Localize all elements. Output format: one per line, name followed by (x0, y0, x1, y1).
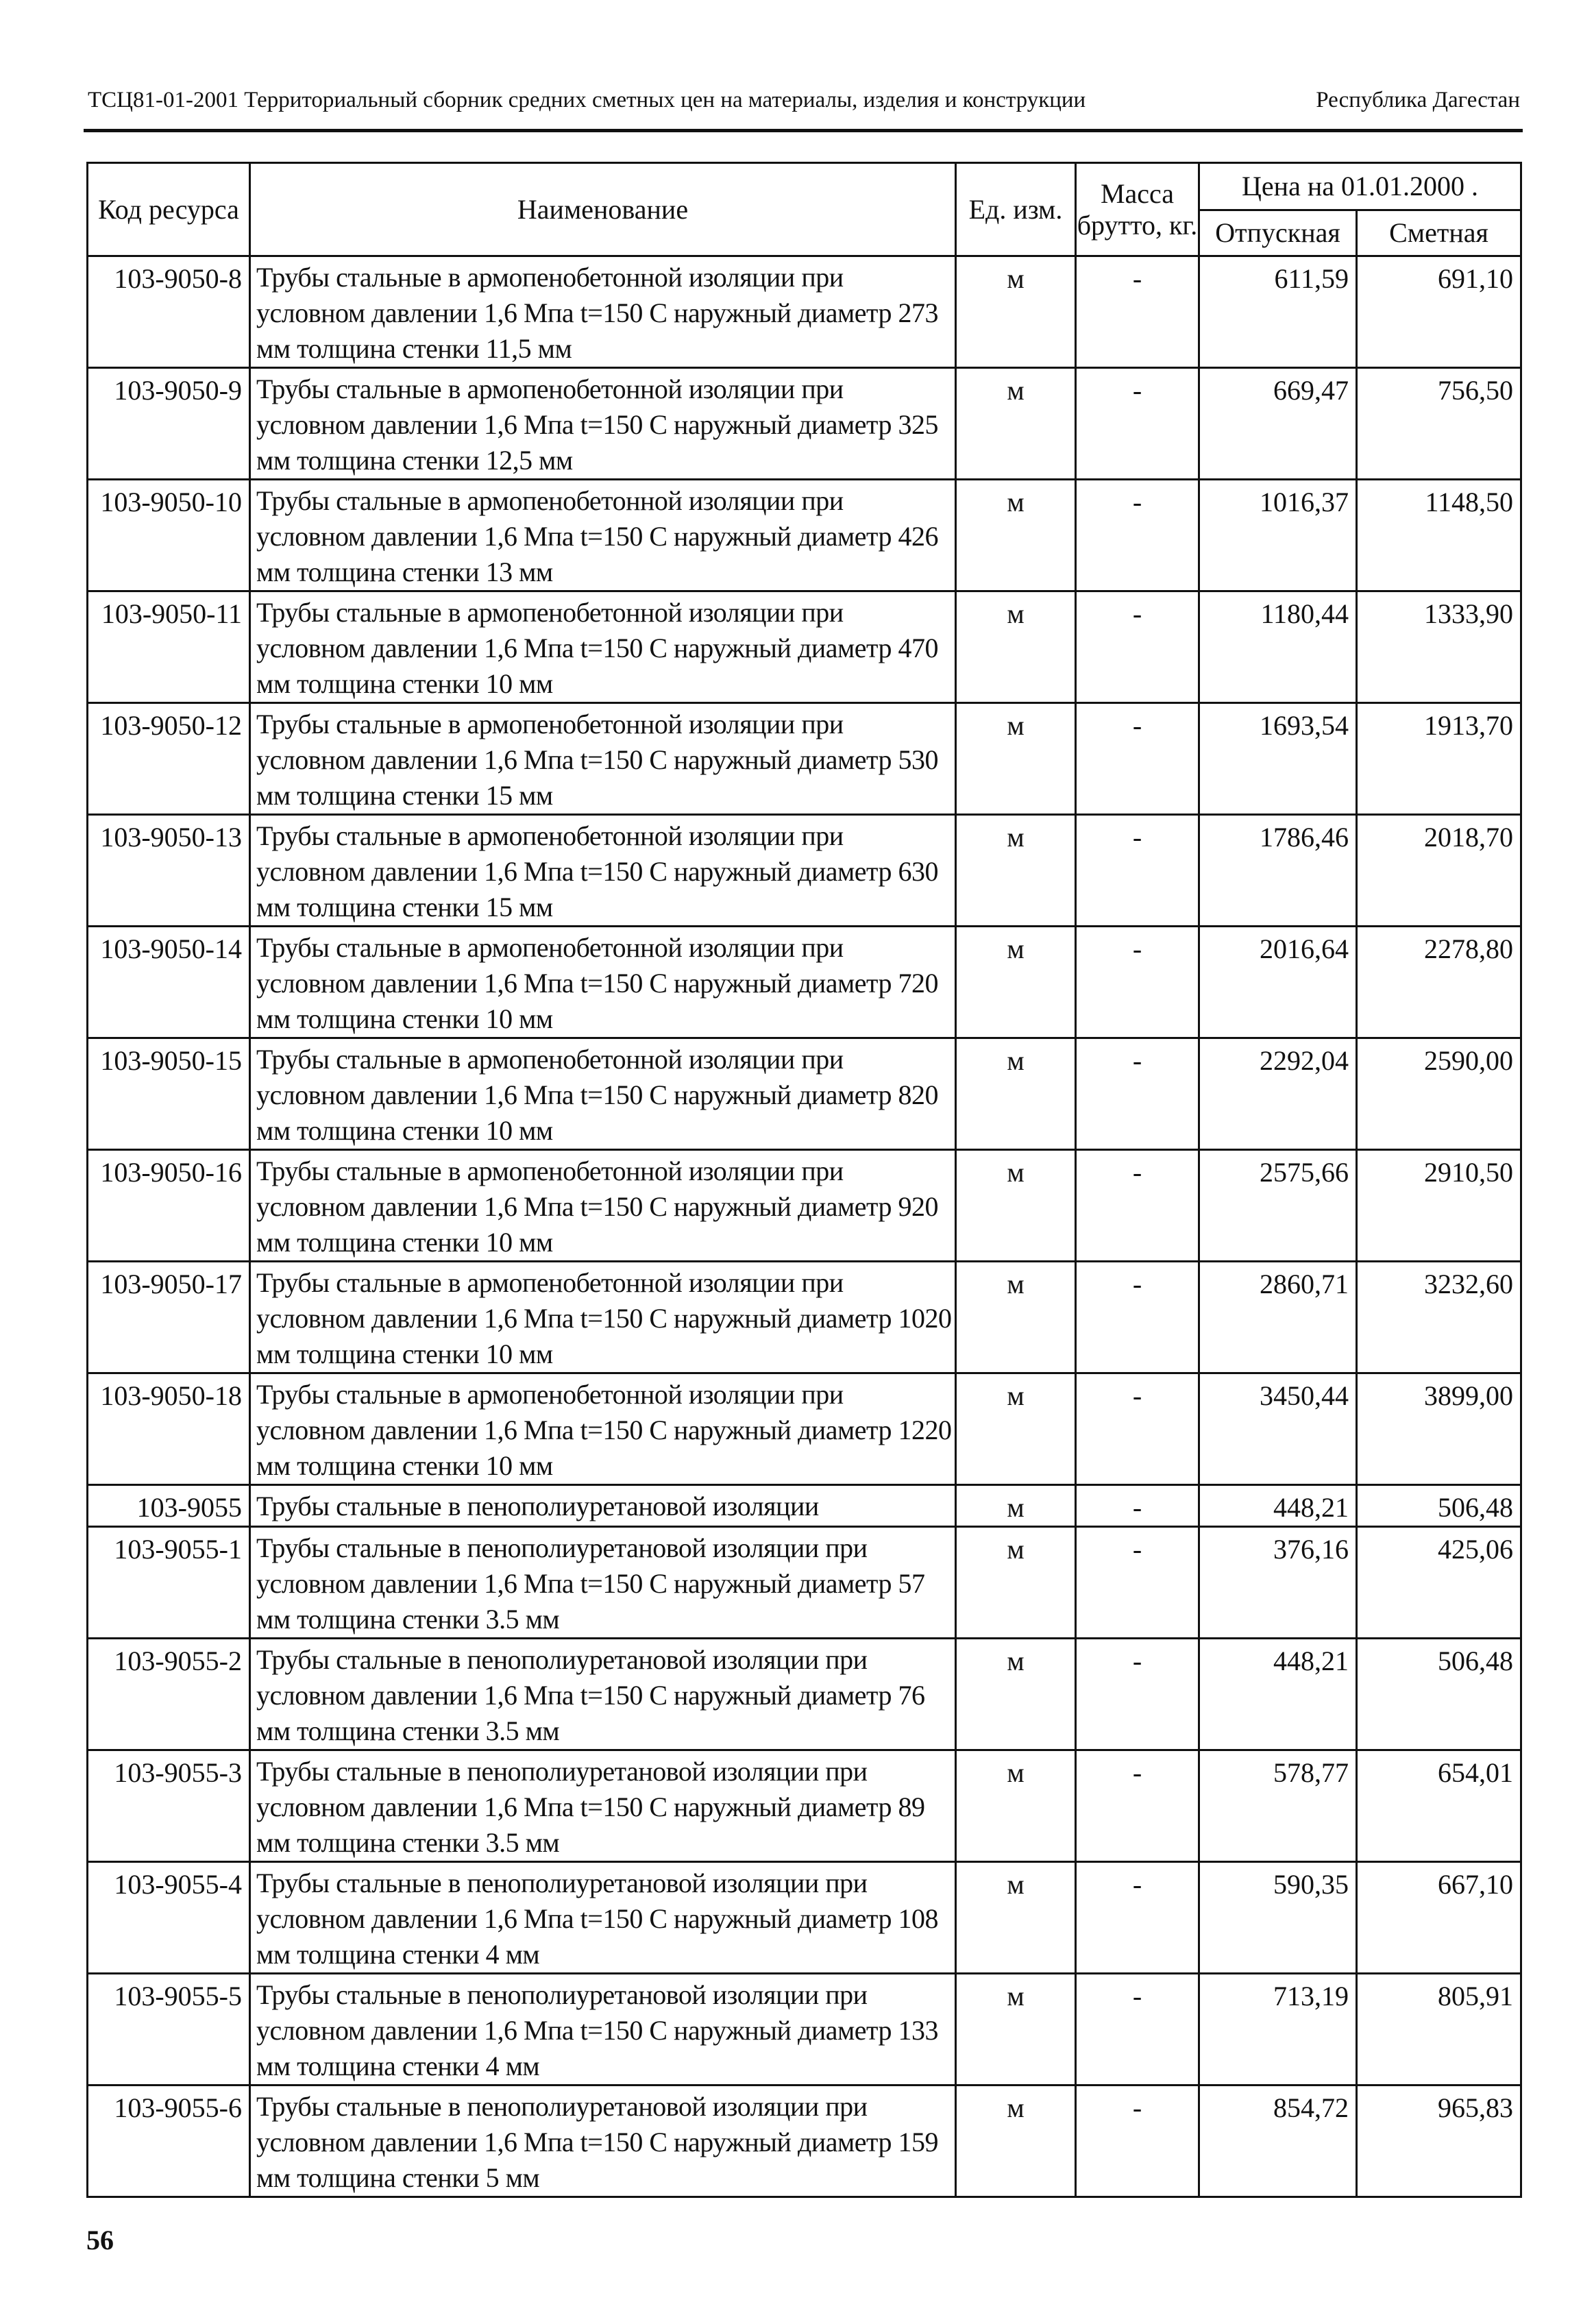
resource-code-cell: 103-9050-15 (88, 1038, 250, 1150)
gross-mass-cell: - (1076, 480, 1199, 591)
resource-code-cell: 103-9055-2 (88, 1639, 250, 1750)
resource-name-cell: Трубы стальные в армопенобетонной изоляции при условном давлении 1,6 Мпа t=150 С наружный диаметр 820 мм толщина стенки 10 мм (250, 1038, 956, 1150)
resource-name-cell: Трубы стальные в пенополиуретановой изоляции (250, 1485, 956, 1527)
estimate-price-cell: 3899,00 (1357, 1373, 1521, 1485)
release-price-cell: 2860,71 (1199, 1262, 1357, 1373)
unit-of-measure-cell: м (956, 480, 1076, 591)
gross-mass-cell: - (1076, 1485, 1199, 1527)
unit-of-measure-cell: м (956, 1373, 1076, 1485)
estimate-price-cell: 756,50 (1357, 368, 1521, 480)
table-row (88, 815, 1521, 927)
gross-mass-cell: - (1076, 1527, 1199, 1639)
estimate-price-cell: 1333,90 (1357, 591, 1521, 703)
resource-name-cell: Трубы стальные в пенополиуретановой изоляции при условном давлении 1,6 Мпа t=150 С наружный диаметр 76 мм толщина стенки 3.5 мм (250, 1639, 956, 1750)
header-rule (84, 129, 1523, 132)
resource-name-cell: Трубы стальные в пенополиуретановой изоляции при условном давлении 1,6 Мпа t=150 С наружный диаметр 133 мм толщина стенки 4 мм (250, 1974, 956, 2086)
column-header-mass: Масса брутто, кг. (1076, 163, 1199, 256)
resource-code-cell: 103-9055-4 (88, 1862, 250, 1974)
estimate-price-cell: 1913,70 (1357, 703, 1521, 815)
table-body (88, 256, 1521, 2197)
release-price-cell: 1693,54 (1199, 703, 1357, 815)
release-price-cell: 578,77 (1199, 1750, 1357, 1862)
estimate-price-cell: 667,10 (1357, 1862, 1521, 1974)
unit-of-measure-cell: м (956, 1262, 1076, 1373)
release-price-cell: 713,19 (1199, 1974, 1357, 2086)
resource-name-cell: Трубы стальные в армопенобетонной изоляции при условном давлении 1,6 Мпа t=150 С наружный диаметр 630 мм толщина стенки 15 мм (250, 815, 956, 927)
gross-mass-cell: - (1076, 368, 1199, 480)
table-row (88, 1262, 1521, 1373)
resource-code-cell: 103-9050-13 (88, 815, 250, 927)
estimate-price-cell: 2278,80 (1357, 927, 1521, 1038)
column-header-estimate-price: Сметная (1357, 210, 1521, 256)
resource-name-cell: Трубы стальные в армопенобетонной изоляции при условном давлении 1,6 Мпа t=150 С наружный диаметр 920 мм толщина стенки 10 мм (250, 1150, 956, 1262)
table-row (88, 1373, 1521, 1485)
unit-of-measure-cell: м (956, 927, 1076, 1038)
price-table (86, 162, 1522, 2198)
release-price-cell: 2292,04 (1199, 1038, 1357, 1150)
resource-code-cell: 103-9050-8 (88, 256, 250, 368)
release-price-cell: 1786,46 (1199, 815, 1357, 927)
column-header-name: Наименование (250, 163, 956, 256)
table-row (88, 591, 1521, 703)
gross-mass-cell: - (1076, 591, 1199, 703)
resource-name-cell: Трубы стальные в армопенобетонной изоляции при условном давлении 1,6 Мпа t=150 С наружный диаметр 1220 мм толщина стенки 10 мм (250, 1373, 956, 1485)
table-row (88, 1639, 1521, 1750)
resource-name-cell: Трубы стальные в пенополиуретановой изоляции при условном давлении 1,6 Мпа t=150 С наружный диаметр 57 мм толщина стенки 3.5 мм (250, 1527, 956, 1639)
gross-mass-cell: - (1076, 1038, 1199, 1150)
table-row (88, 1750, 1521, 1862)
unit-of-measure-cell: м (956, 1974, 1076, 2086)
release-price-cell: 448,21 (1199, 1485, 1357, 1527)
estimate-price-cell: 2910,50 (1357, 1150, 1521, 1262)
release-price-cell: 669,47 (1199, 368, 1357, 480)
estimate-price-cell: 1148,50 (1357, 480, 1521, 591)
gross-mass-cell: - (1076, 1262, 1199, 1373)
page-number: 56 (86, 2225, 114, 2255)
resource-name-cell: Трубы стальные в армопенобетонной изоляции при условном давлении 1,6 Мпа t=150 С наружный диаметр 325 мм толщина стенки 12,5 мм (250, 368, 956, 480)
gross-mass-cell: - (1076, 2086, 1199, 2197)
unit-of-measure-cell: м (956, 703, 1076, 815)
resource-name-cell: Трубы стальные в пенополиуретановой изоляции при условном давлении 1,6 Мпа t=150 С наружный диаметр 108 мм толщина стенки 4 мм (250, 1862, 956, 1974)
table-row (88, 256, 1521, 368)
resource-code-cell: 103-9055 (88, 1485, 250, 1527)
table-row (88, 1485, 1521, 1527)
estimate-price-cell: 506,48 (1357, 1639, 1521, 1750)
resource-code-cell: 103-9050-12 (88, 703, 250, 815)
estimate-price-cell: 425,06 (1357, 1527, 1521, 1639)
table-row (88, 1038, 1521, 1150)
estimate-price-cell: 2018,70 (1357, 815, 1521, 927)
release-price-cell: 1016,37 (1199, 480, 1357, 591)
unit-of-measure-cell: м (956, 1862, 1076, 1974)
release-price-cell: 590,35 (1199, 1862, 1357, 1974)
unit-of-measure-cell: м (956, 368, 1076, 480)
column-header-unit: Ед. изм. (956, 163, 1076, 256)
gross-mass-cell: - (1076, 815, 1199, 927)
table-row (88, 2086, 1521, 2197)
resource-name-cell: Трубы стальные в армопенобетонной изоляции при условном давлении 1,6 Мпа t=150 С наружный диаметр 530 мм толщина стенки 15 мм (250, 703, 956, 815)
release-price-cell: 1180,44 (1199, 591, 1357, 703)
resource-code-cell: 103-9055-6 (88, 2086, 250, 2197)
release-price-cell: 2016,64 (1199, 927, 1357, 1038)
gross-mass-cell: - (1076, 1974, 1199, 2086)
table-row (88, 1862, 1521, 1974)
gross-mass-cell: - (1076, 1373, 1199, 1485)
estimate-price-cell: 3232,60 (1357, 1262, 1521, 1373)
unit-of-measure-cell: м (956, 256, 1076, 368)
estimate-price-cell: 654,01 (1357, 1750, 1521, 1862)
unit-of-measure-cell: м (956, 1750, 1076, 1862)
table-row (88, 927, 1521, 1038)
unit-of-measure-cell: м (956, 1038, 1076, 1150)
release-price-cell: 3450,44 (1199, 1373, 1357, 1485)
unit-of-measure-cell: м (956, 1527, 1076, 1639)
table-row (88, 480, 1521, 591)
release-price-cell: 854,72 (1199, 2086, 1357, 2197)
running-header (88, 88, 1520, 122)
estimate-price-cell: 805,91 (1357, 1974, 1521, 2086)
unit-of-measure-cell: м (956, 1639, 1076, 1750)
gross-mass-cell: - (1076, 1150, 1199, 1262)
resource-code-cell: 103-9055-5 (88, 1974, 250, 2086)
resource-name-cell: Трубы стальные в армопенобетонной изоляции при условном давлении 1,6 Мпа t=150 С наружный диаметр 273 мм толщина стенки 11,5 мм (250, 256, 956, 368)
table-row (88, 368, 1521, 480)
resource-name-cell: Трубы стальные в пенополиуретановой изоляции при условном давлении 1,6 Мпа t=150 С наружный диаметр 159 мм толщина стенки 5 мм (250, 2086, 956, 2197)
gross-mass-cell: - (1076, 256, 1199, 368)
resource-code-cell: 103-9050-14 (88, 927, 250, 1038)
resource-code-cell: 103-9050-16 (88, 1150, 250, 1262)
resource-code-cell: 103-9050-18 (88, 1373, 250, 1485)
unit-of-measure-cell: м (956, 591, 1076, 703)
gross-mass-cell: - (1076, 703, 1199, 815)
release-price-cell: 448,21 (1199, 1639, 1357, 1750)
column-header-release-price: Отпускная (1199, 210, 1357, 256)
estimate-price-cell: 691,10 (1357, 256, 1521, 368)
table-row (88, 1150, 1521, 1262)
unit-of-measure-cell: м (956, 1485, 1076, 1527)
unit-of-measure-cell: м (956, 1150, 1076, 1262)
resource-code-cell: 103-9050-11 (88, 591, 250, 703)
estimate-price-cell: 965,83 (1357, 2086, 1521, 2197)
table-row (88, 703, 1521, 815)
resource-name-cell: Трубы стальные в армопенобетонной изоляции при условном давлении 1,6 Мпа t=150 С наружный диаметр 1020 мм толщина стенки 10 мм (250, 1262, 956, 1373)
resource-code-cell: 103-9050-17 (88, 1262, 250, 1373)
gross-mass-cell: - (1076, 1862, 1199, 1974)
resource-code-cell: 103-9050-9 (88, 368, 250, 480)
unit-of-measure-cell: м (956, 2086, 1076, 2197)
gross-mass-cell: - (1076, 1639, 1199, 1750)
table-row (88, 1974, 1521, 2086)
resource-name-cell: Трубы стальные в армопенобетонной изоляции при условном давлении 1,6 Мпа t=150 С наружный диаметр 720 мм толщина стенки 10 мм (250, 927, 956, 1038)
document-title: ТСЦ81-01-2001 Территориальный сборник средних сметных цен на материалы, изделия и конструкции (88, 88, 1086, 112)
gross-mass-cell: - (1076, 1750, 1199, 1862)
release-price-cell: 611,59 (1199, 256, 1357, 368)
resource-name-cell: Трубы стальные в армопенобетонной изоляции при условном давлении 1,6 Мпа t=150 С наружный диаметр 470 мм толщина стенки 10 мм (250, 591, 956, 703)
release-price-cell: 2575,66 (1199, 1150, 1357, 1262)
region-name: Республика Дагестан (1316, 88, 1520, 112)
resource-name-cell: Трубы стальные в пенополиуретановой изоляции при условном давлении 1,6 Мпа t=150 С наружный диаметр 89 мм толщина стенки 3.5 мм (250, 1750, 956, 1862)
column-header-price-group: Цена на 01.01.2000 . (1199, 163, 1521, 210)
unit-of-measure-cell: м (956, 815, 1076, 927)
resource-code-cell: 103-9055-3 (88, 1750, 250, 1862)
resource-name-cell: Трубы стальные в армопенобетонной изоляции при условном давлении 1,6 Мпа t=150 С наружный диаметр 426 мм толщина стенки 13 мм (250, 480, 956, 591)
release-price-cell: 376,16 (1199, 1527, 1357, 1639)
estimate-price-cell: 506,48 (1357, 1485, 1521, 1527)
resource-code-cell: 103-9055-1 (88, 1527, 250, 1639)
table-row (88, 1527, 1521, 1639)
resource-code-cell: 103-9050-10 (88, 480, 250, 591)
column-header-code: Код ресурса (88, 163, 250, 256)
estimate-price-cell: 2590,00 (1357, 1038, 1521, 1150)
gross-mass-cell: - (1076, 927, 1199, 1038)
